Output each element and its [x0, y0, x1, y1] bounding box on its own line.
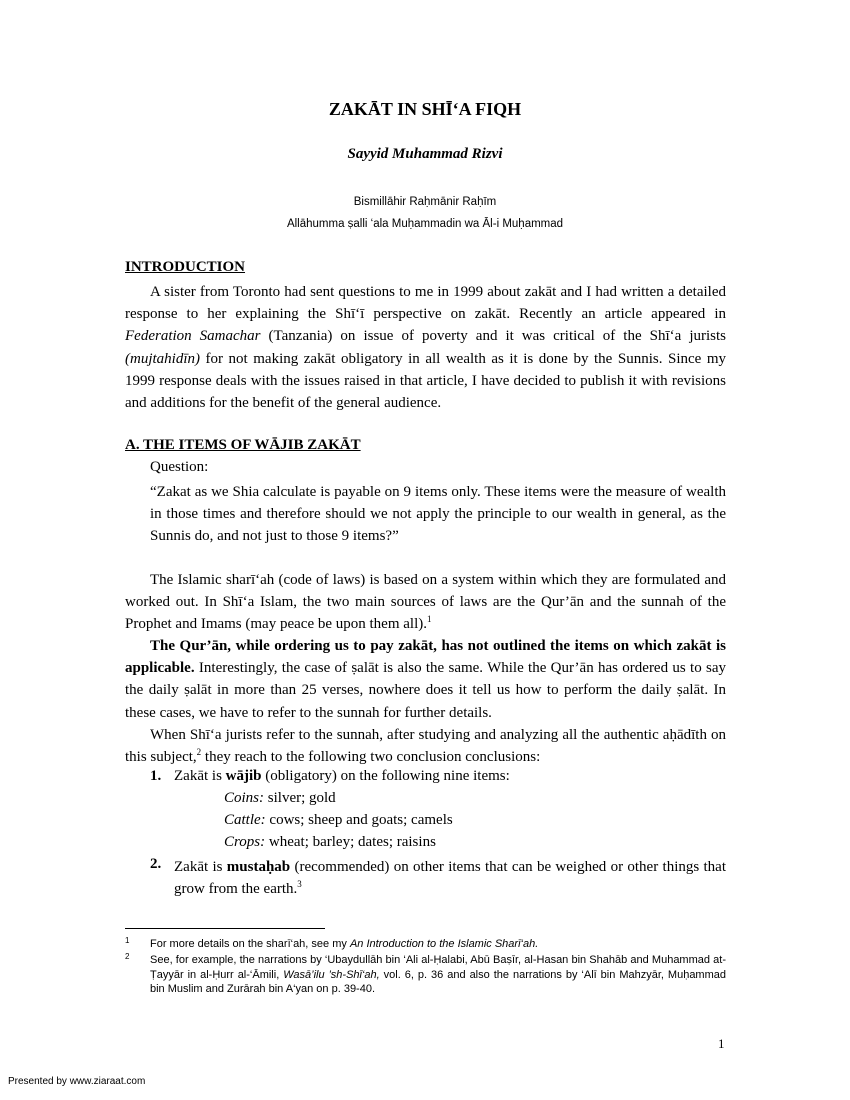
document-title: ZAKĀT IN SHĪ‘A FIQH	[328, 99, 522, 119]
body-paragraph-1: The Islamic sharī‘ah (code of laws) is based on a system within which they are formulated and worked out. In Shī‘a Islam, the two main sources of laws are the Qur’ān and the sunnah of the Prophet and Imams (may peace be upon them all).$^1$	[125, 572, 726, 633]
question-text: “Zakat as we Shia calculate is payable on 9 items only. These items were the measure of wealth in those times and therefore should we not apply the principle to our wealth in general, as the Sunnis do, and not just to those 9 items?”	[150, 484, 726, 545]
section-a-heading: A. THE ITEMS OF WĀJIB ZAKĀT	[125, 437, 361, 453]
body-paragraph-3: When Shī‘a jurists refer to the sunnah, after studying and analyzing all the authentic aḥādīth on this subject,$^2$ they reach to the following two conclusion conclusions:	[125, 727, 726, 766]
author-name: Sayyid Muhammad Rizvi	[347, 146, 503, 162]
crops-line: Crops: wheat; barley; dates; raisins	[224, 834, 436, 850]
footer-credit: Presented by www.ziaraat.com	[8, 1076, 146, 1087]
list-item-2-text: Zakāt is mustaḥab (recommended) on other items that can be weighed or other things that grow from the earth.$^3$	[174, 859, 727, 898]
footnote-1: 1 For more details on the sharī‘ah, see my An Introduction to the Islamic Sharī‘ah.	[125, 936, 539, 950]
list-item-2: 2.	[150, 856, 162, 872]
footnote-2: 2 See, for example, the narrations by ‘Ubaydullāh bin ‘Ali al-Ḥalabi, Abū Baṣīr, al-Hasan bin Shahāb and Muhammad at-Ṭayyār in al-Ḥurr al-‘Āmili, Wasā’ilu ’sh-Shī‘ah, vol. 6, p. 36 and also the narrations by ‘Alī bin Mahzyār, Muḥammad bin Muslim and Zurārah bin A‘yan on p. 39-40.	[125, 952, 726, 995]
intro-heading: INTRODUCTION	[125, 259, 246, 275]
footnote-divider	[125, 928, 325, 929]
cattle-line: Cattle: cows; sheep and goats; camels	[224, 812, 453, 828]
bismillah-line: Bismillāhir Raḥmānir Raḥīm	[353, 196, 497, 208]
coins-line: Coins: silver; gold	[224, 790, 336, 806]
list-item-1: 1. Zakāt is wājib (obligatory) on the following nine items:	[150, 768, 510, 784]
body-paragraph-2: The Qur’ān, while ordering us to pay zakāt, has not outlined the items on which zakāt is applicable. Interestingly, the case of ṣalāt is also the same. While the Qur’ān has ordered us to say the daily ṣalāt in more than 25 verses, nowhere does it tell us how to perform the daily ṣalāt. In these cases, we have to refer to the sunnah for further details.	[125, 638, 726, 721]
question-label: Question:	[150, 459, 209, 475]
page-number: 1	[718, 1036, 725, 1051]
salawat-line: Allāhumma ṣalli ‘ala Muḥammadin wa Āl-i Muḥammad	[286, 218, 564, 230]
intro-paragraph: A sister from Toronto had sent questions to me in 1999 about zakāt and I had written a detailed response to her explaining the Shī‘ī perspective on zakāt. Recently an article appeared in Federation Samachar (Tanzania) on issue of poverty and it was critical of the Shī‘a jurists (mujtahidīn) for not making zakāt obligatory in all wealth as it is done by the Sunnis. Since my 1999 response deals with the issues raised in that article, I have decided to publish it with revisions and additions for the benefit of the general audience.	[125, 284, 726, 412]
